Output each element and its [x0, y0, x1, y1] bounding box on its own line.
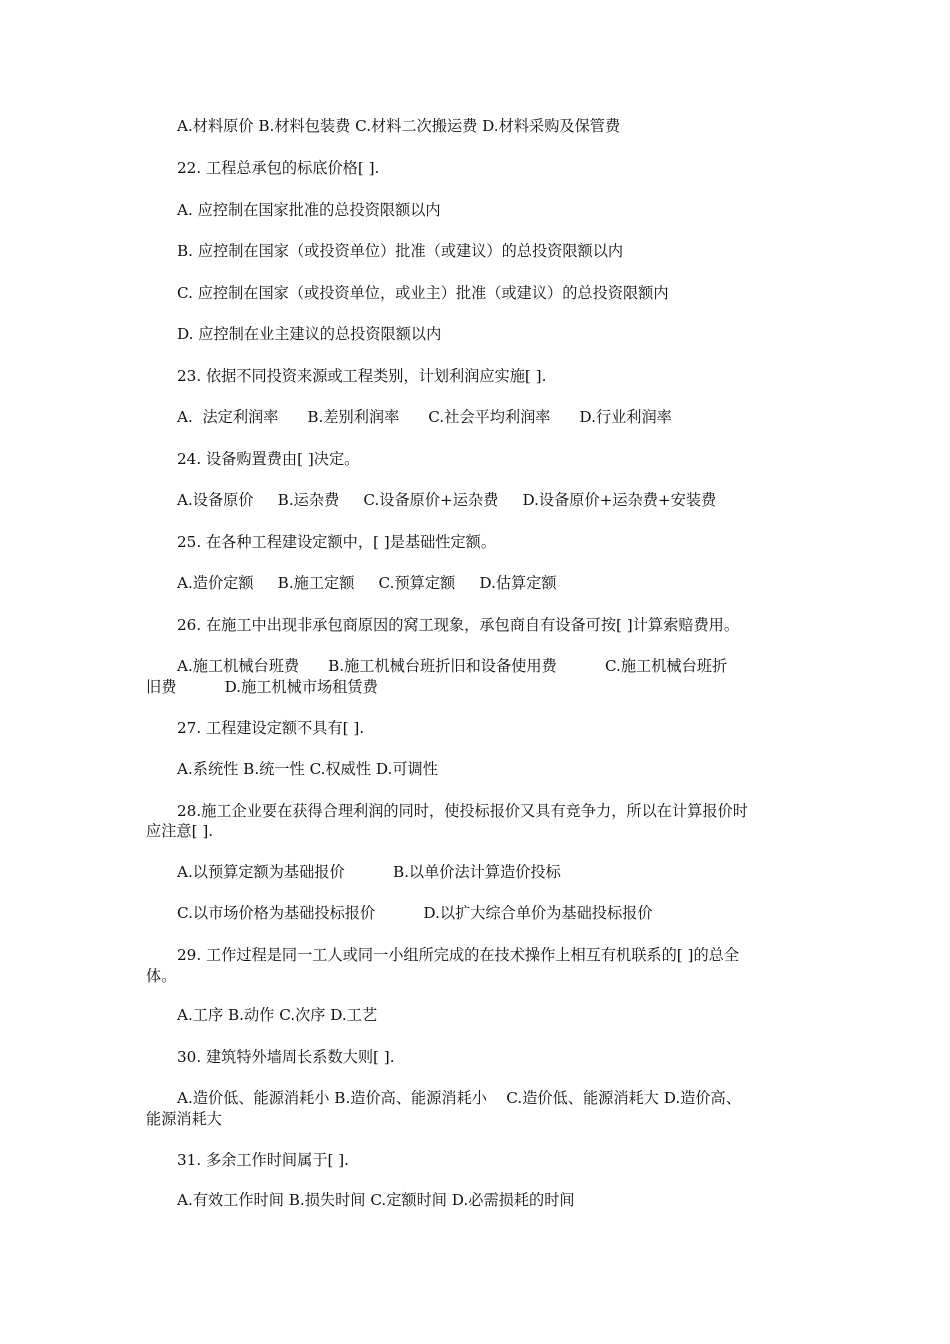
q23-stem: 23. 依据不同投资来源或工程类别，计划利润应实施[ ].	[177, 367, 547, 385]
q30-options-line1: A.造价低、能源消耗小 B.造价高、能源消耗小 C.造价低、能源消耗大 D.造价高、	[177, 1089, 741, 1107]
q28-options-ab: A.以预算定额为基础报价 B.以单价法计算造价投标	[177, 863, 561, 881]
q27-stem: 27. 工程建设定额不具有[ ].	[177, 719, 365, 737]
q30-options-line2: 能源消耗大	[146, 1110, 222, 1128]
q24-stem: 24. 设备购置费由[ ]决定。	[177, 450, 360, 468]
q22-stem: 22. 工程总承包的标底价格[ ].	[177, 159, 380, 177]
q21-options: A.材料原价 B.材料包装费 C.材料二次搬运费 D.材料采购及保管费	[177, 117, 621, 135]
q22-option-d: D. 应控制在业主建议的总投资限额以内	[177, 325, 442, 343]
q26-options-line1: A.施工机械台班费 B.施工机械台班折旧和设备使用费 C.施工机械台班折	[177, 657, 728, 675]
q28-stem-line1: 28.施工企业要在获得合理利润的同时，使投标报价又具有竞争力，所以在计算报价时	[177, 802, 748, 820]
q28-options-cd: C.以市场价格为基础投标报价 D.以扩大综合单价为基础投标报价	[177, 904, 653, 922]
q29-stem-line1: 29. 工作过程是同一工人或同一小组所完成的在技术操作上相互有机联系的[ ]的总全	[177, 946, 740, 964]
q31-stem: 31. 多余工作时间属于[ ].	[177, 1151, 349, 1169]
q22-option-b: B. 应控制在国家（或投资单位）批准（或建议）的总投资限额以内	[177, 242, 624, 260]
q24-options: A.设备原价 B.运杂费 C.设备原价+运杂费 D.设备原价+运杂费+安装费	[177, 491, 717, 509]
q25-options: A.造价定额 B.施工定额 C.预算定额 D.估算定额	[177, 574, 557, 592]
q26-options-line2: 旧费 D.施工机械市场租赁费	[146, 678, 378, 696]
q30-stem: 30. 建筑特外墙周长系数大则[ ].	[177, 1048, 395, 1066]
q31-options: A.有效工作时间 B.损失时间 C.定额时间 D.必需损耗的时间	[177, 1191, 575, 1209]
q25-stem: 25. 在各种工程建设定额中，[ ]是基础性定额。	[177, 533, 497, 551]
q29-options: A.工序 B.动作 C.次序 D.工艺	[177, 1006, 378, 1024]
q22-option-a: A. 应控制在国家批准的总投资限额以内	[177, 201, 441, 219]
q29-stem-line2: 体。	[146, 967, 177, 985]
q22-option-c: C. 应控制在国家（或投资单位，或业主）批准（或建议）的总投资限额内	[177, 284, 669, 302]
q23-options: A. 法定利润率 B.差别利润率 C.社会平均利润率 D.行业利润率	[177, 408, 672, 426]
q27-options: A.系统性 B.统一性 C.权威性 D.可调性	[177, 760, 438, 778]
q28-stem-line2: 应注意[ ].	[146, 822, 214, 840]
q26-stem: 26. 在施工中出现非承包商原因的窝工现象，承包商自有设备可按[ ]计算索赔费用。	[177, 616, 740, 634]
